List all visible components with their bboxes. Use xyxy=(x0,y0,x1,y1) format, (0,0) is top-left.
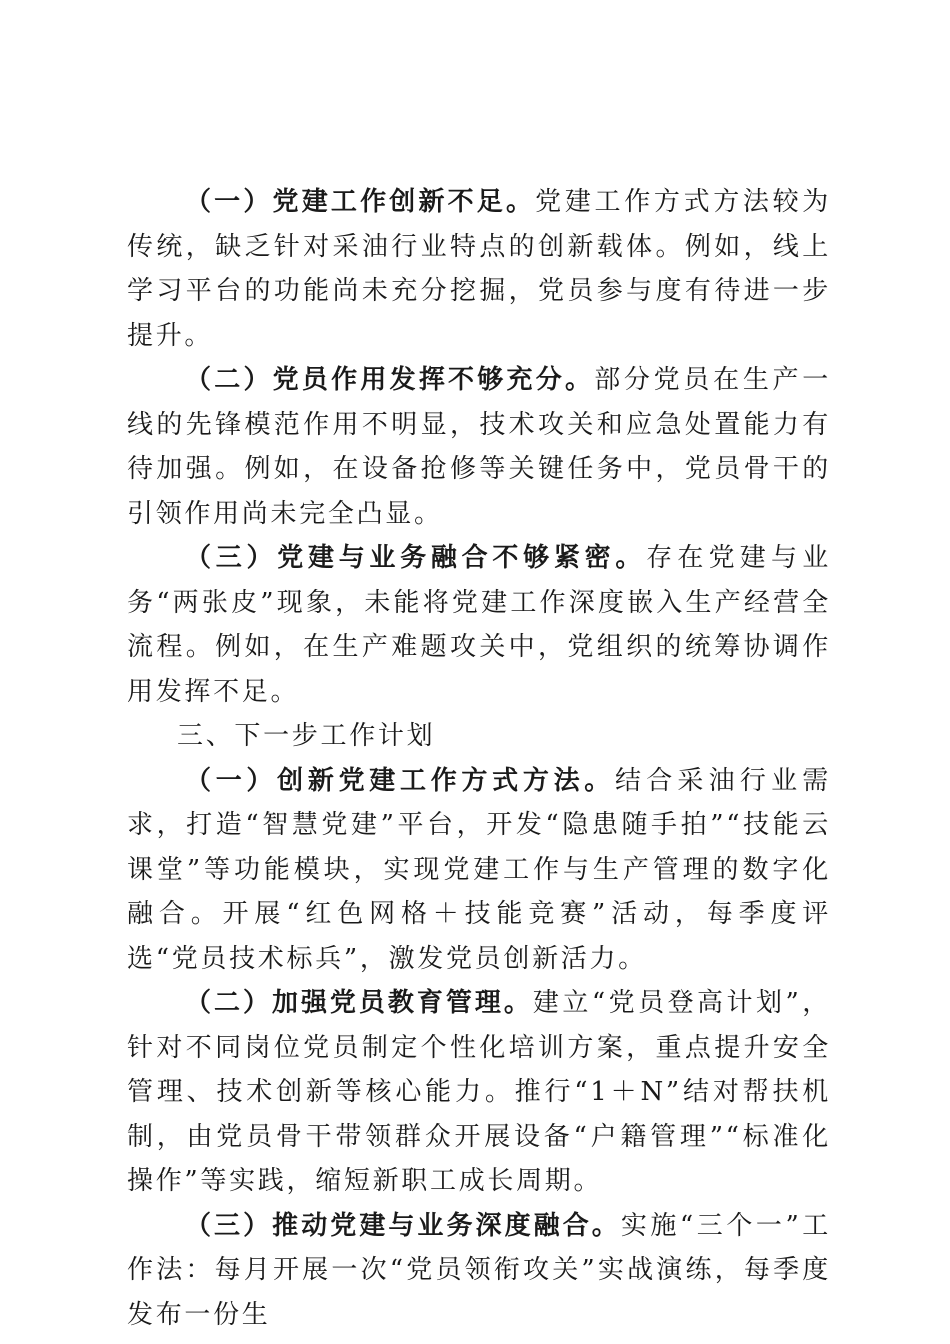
problem-paragraph-2 xyxy=(127,358,831,536)
plan-paragraph-2 xyxy=(127,981,831,1204)
plan-paragraph-1 xyxy=(127,759,831,982)
plan-paragraph-3 xyxy=(127,1204,831,1338)
plan-1-body: 结合采油行业需求，打造“智慧党建”平台，开发“隐患随手拍”“技能云课堂”等功能模块，实现党建工作与生产管理的数字化融合。开展“红色网格＋技能竞赛”活动，每季度评选“党员技术标兵”，激发党员创新活力。 xyxy=(127,765,831,974)
problem-2-lead: （二）党员作用发挥不够充分。 xyxy=(185,365,595,395)
plan-3-body: 实施“三个一”工作法：每月开展一次“党员领衔攻关”实战演练，每季度发布一份生 xyxy=(127,1210,831,1330)
plan-2-body: 建立“党员登高计划”，针对不同岗位党员制定个性化培训方案，重点提升安全管理、技术创新等核心能力。推行“1＋N”结对帮扶机制，由党员骨干带领群众开展设备“户籍管理”“标准化操作”等实践，缩短新职工成长周期。 xyxy=(127,988,831,1196)
problem-paragraph-3 xyxy=(127,536,831,714)
problem-1-lead: （一）党建工作创新不足。 xyxy=(185,187,536,217)
plan-1-lead: （一）创新党建工作方式方法。 xyxy=(185,765,615,796)
problem-paragraph-1 xyxy=(127,180,831,358)
problem-3-body: 存在党建与业务“两张皮”现象，未能将党建工作深度嵌入生产经营全流程。例如，在生产难题攻关中，党组织的统筹协调作用发挥不足。 xyxy=(127,543,831,707)
section-heading-plan: 三、下一步工作计划 xyxy=(177,721,436,751)
plan-3-lead: （三）推动党建与业务深度融合。 xyxy=(185,1210,621,1241)
problem-2-body: 部分党员在生产一线的先锋模范作用不明显，技术攻关和应急处置能力有待加强。例如，在设备抢修等关键任务中，党员骨干的引领作用尚未完全凸显。 xyxy=(127,365,831,529)
problem-1-body: 党建工作方式方法较为传统，缺乏针对采油行业特点的创新载体。例如，线上学习平台的功能尚未充分挖掘，党员参与度有待进一步提升。 xyxy=(127,187,831,351)
plan-2-lead: （二）加强党员教育管理。 xyxy=(185,988,533,1018)
problem-3-lead: （三）党建与业务融合不够紧密。 xyxy=(185,543,647,573)
document-body xyxy=(127,180,831,1337)
